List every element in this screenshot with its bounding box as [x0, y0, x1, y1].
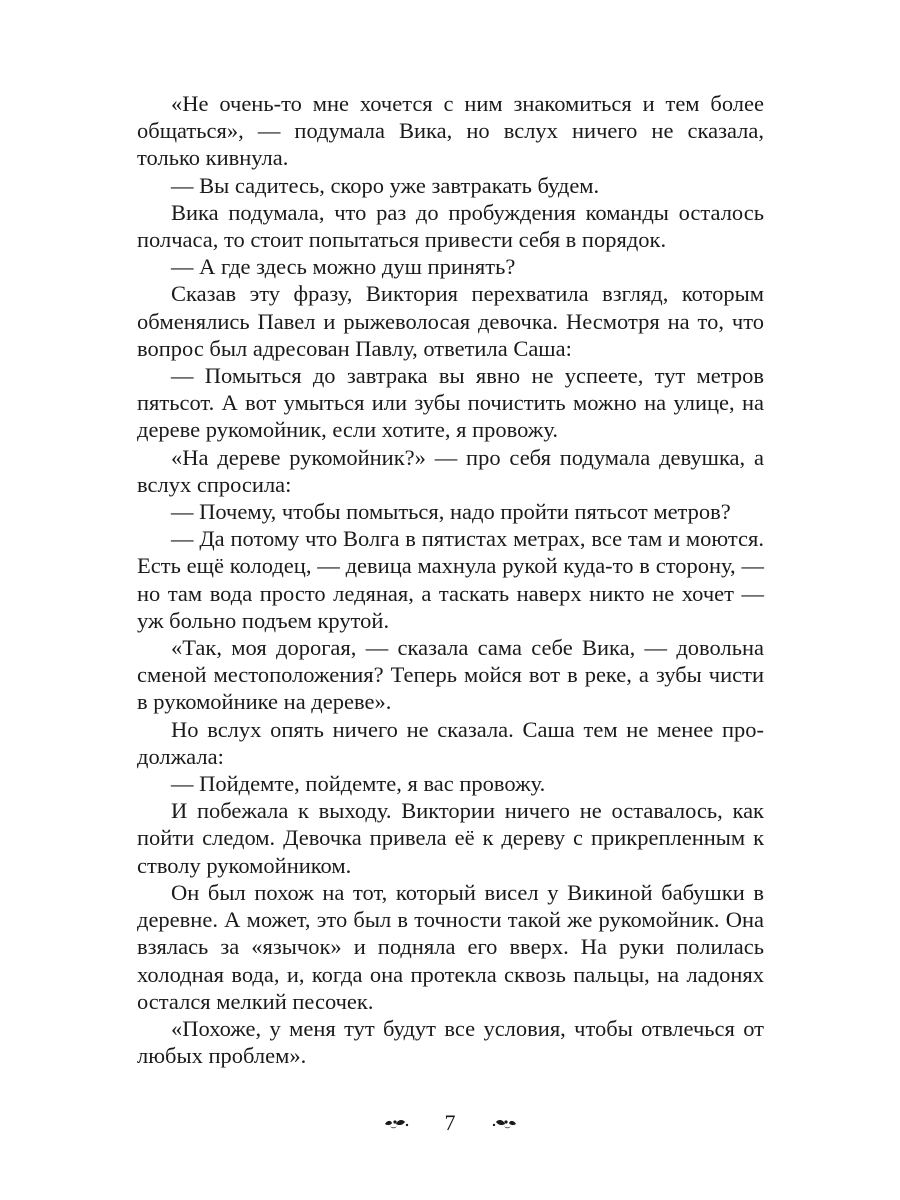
paragraph: «Не очень-то мне хочется с ним знакомиться и тем более общаться», — подумала Вика, но вслух ничего не сказала, только кивнула. [137, 91, 764, 171]
paragraph: — Пойдемте, пойдемте, я вас провожу. [171, 771, 546, 797]
paragraph: — Помыться до завтрака вы явно не успеете, тут метров пятьсот. А вот умыться или зубы почистить можно на улице, на дереве рукомойник, если хотите, я провожу. [137, 363, 764, 443]
floral-ornament-icon [492, 1116, 518, 1130]
body-text [137, 90, 764, 1069]
paragraph: Сказав эту фразу, Виктория перехватила взгляд, которым обменялись Павел и рыжеволосая девочка. Несмотря на то, что вопрос был адресован Павлу, ответила Саша: [137, 281, 764, 361]
paragraph: Он был похож на тот, который висел у Викиной бабушки в деревне. А может, это был в точности такой же рукомойник. Она взялась за «язычок» и подняла его вверх. На руки полилась холодная вода, и, когда она протекла сквозь пальцы, на ладонях остался мелкий песочек. [137, 879, 764, 1014]
paragraph: Вика подумала, что раз до пробуждения команды осталось полчаса, то стоит попытаться привести себя в порядок. [137, 199, 764, 253]
paragraph: — А где здесь можно душ принять? [171, 254, 516, 280]
paragraph: «Похоже, у меня тут будут все условия, чтобы отвлечься от любых проблем». [137, 1015, 764, 1069]
page-footer [0, 1108, 900, 1138]
paragraph: И побежала к выходу. Виктории ничего не оставалось, как пойти следом. Девочка привела её к дереву с прикрепленным к стволу рукомойником. [137, 798, 764, 878]
paragraph: «На дереве рукомойник?» — про себя подумала девушка, а вслух спросила: [137, 444, 764, 497]
paragraph: — Да потому что Волга в пятистах метрах, все там и моются. Есть ещё колодец, — девица махнула рукой куда-то в сторону, — но там вода просто ледяная, а таскать наверх никто не хочет — уж больно подъем крутой. [137, 526, 764, 633]
paragraph: — Вы садитесь, скоро уже завтракать будем. [171, 172, 600, 198]
page-number: 7 [444, 1110, 456, 1135]
paragraph: «Так, моя дорогая, — сказала сама себе Вика, — довольна сменой местоположения? Теперь мойся вот в реке, а зубы чисти в рукомойнике на дереве». [137, 635, 764, 715]
floral-ornament-icon [383, 1116, 409, 1130]
paragraph: Но вслух опять ничего не сказала. Саша тем не менее продолжала: [137, 716, 764, 769]
paragraph: — Почему, чтобы помыться, надо пройти пятьсот метров? [171, 499, 731, 525]
